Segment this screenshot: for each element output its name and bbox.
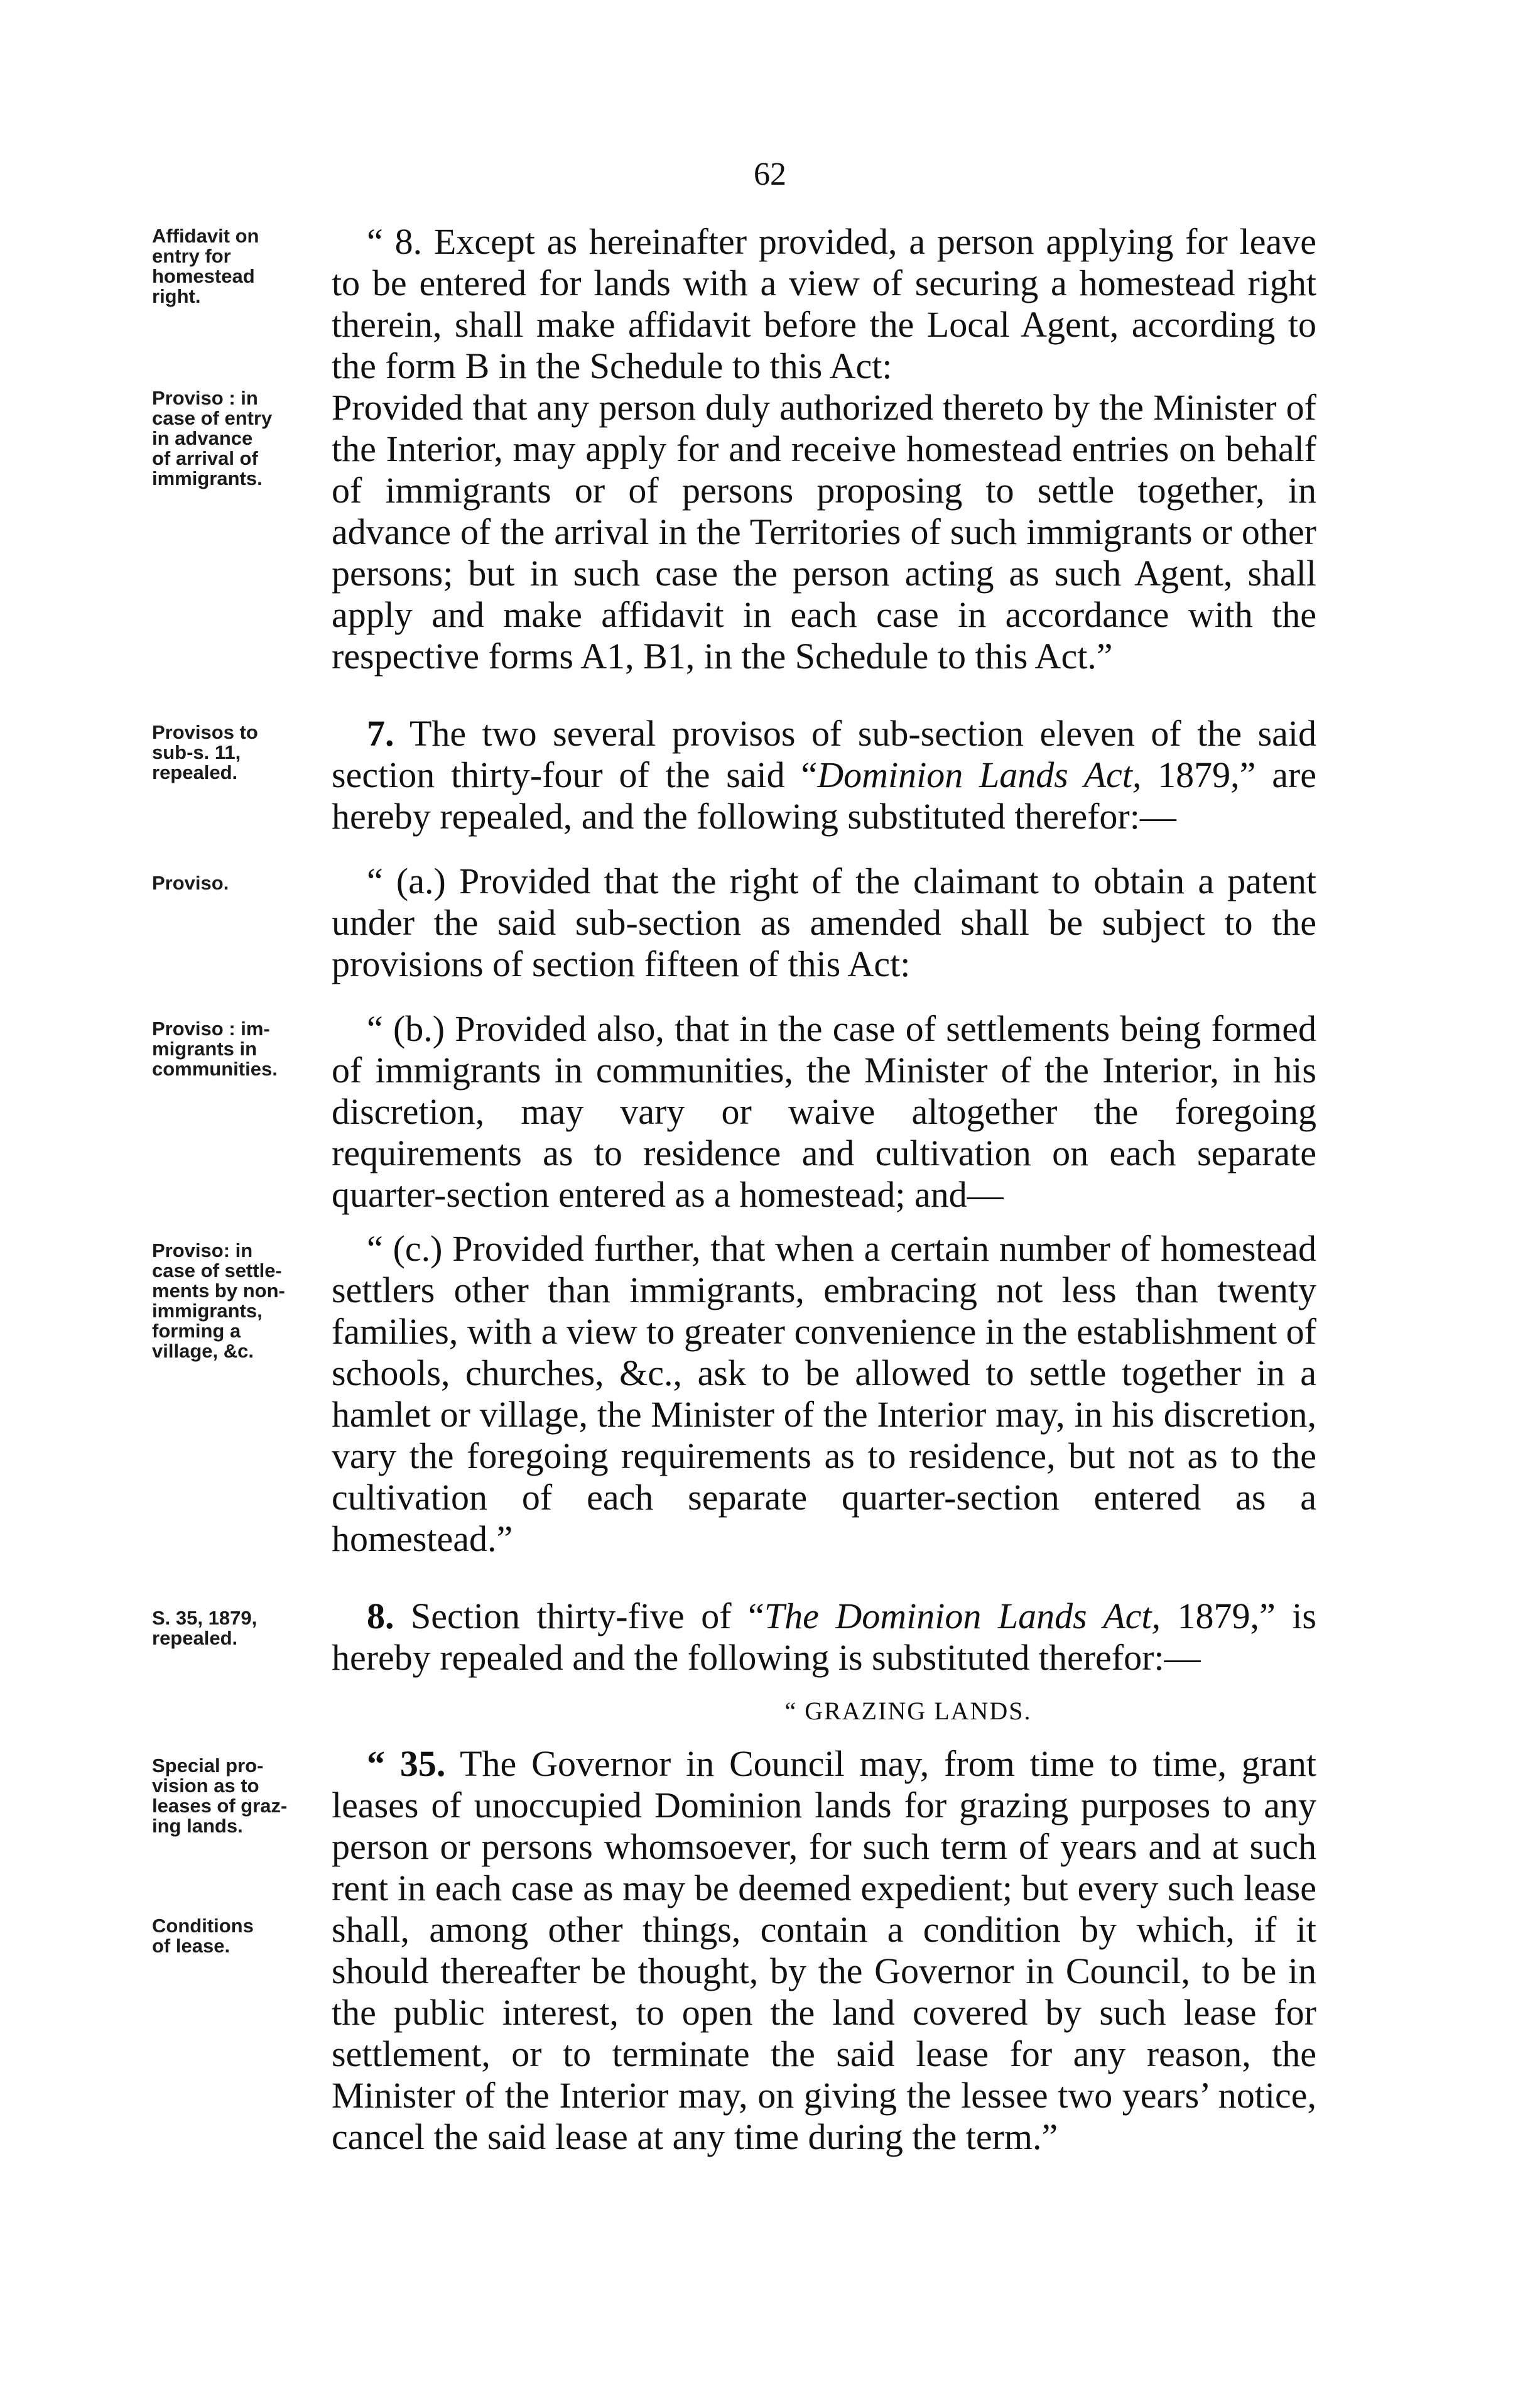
margin-note-proviso-settlements: Proviso: in case of settle- ments by non- immigrants, forming a village, &c. — [152, 1239, 285, 1362]
margin-note-conditions: Conditions of lease. — [152, 1915, 254, 1957]
paragraph-proviso-c: “ (c.) Provided further, that when a certain number of homestead settlers other than immigrants, embracing not less than twenty families, with a view to greater convenience in the establishment of schools, churches, &c., ask to be allowed to settle together in a hamlet or village, the Minister of the Interior may, in his discretion, vary the foregoing requirements as to residence, but not as to the cultivation of each separate quarter-section entered as a homestead.” — [332, 1228, 1316, 1559]
margin-note-proviso: Proviso. — [152, 872, 229, 894]
margin-note-s35-repealed: S. 35, 1879, repealed. — [152, 1607, 258, 1649]
margin-note-grazing-leases: Special pro- vision as to leases of graz- ing lands. — [152, 1755, 288, 1837]
margin-note-provisos-repealed: Provisos to sub-s. 11, repealed. — [152, 721, 258, 783]
paragraph-section-7: 7. The two several provisos of sub-section eleven of the said section thirty-four of the said “Dominion Lands Act, 1879,” are hereby repealed, and the following substituted therefor:— — [332, 713, 1316, 837]
heading-grazing-lands: “ GRAZING LANDS. — [784, 1697, 1032, 1725]
paragraph-proviso-b: “ (b.) Provided also, that in the case of settlements being formed of immigrants in communities, the Minister of the Interior, in his discretion, may vary or waive altogether the foregoing requirements as to residence and cultivation on each separate quarter-section entered as a homestead; and— — [332, 1008, 1316, 1215]
paragraph-section-8-repeal: 8. Section thirty-five of “The Dominion Lands Act, 1879,” is hereby repealed and the following is substituted therefor:— — [332, 1596, 1316, 1678]
paragraph-proviso-a: “ (a.) Provided that the right of the claimant to obtain a patent under the said sub-section as amended shall be subject to the provisions of section fifteen of this Act: — [332, 861, 1316, 984]
page-number: 62 — [754, 156, 786, 192]
margin-note-proviso-entry: Proviso : in case of entry in advance of arrival of immigrants. — [152, 387, 273, 489]
paragraph-section-35: “ 35. The Governor in Council may, from time to time, grant leases of unoccupied Dominion lands for grazing purposes to any person or persons whomsoever, for such term of years and at such rent in each case as may be deemed expedient; but every such lease shall, among other things, contain a condition by which, if it should thereafter be thought, by the Governor in Council, to be in the public interest, to open the land covered by such lease for settlement, or to terminate the said lease for any reason, the Minister of the Interior may, on giving the lessee two years’ notice, cancel the said lease at any time during the term.” — [332, 1743, 1317, 2157]
margin-note-proviso-immigrants: Proviso : im- migrants in communities. — [152, 1018, 278, 1080]
margin-note-affidavit: Affidavit on entry for homestead right. — [152, 225, 259, 307]
paragraph-section-8: “ 8. Except as hereinafter provided, a person applying for leave to be entered for lands with a view of securing a homestead right therein, shall make affidavit before the Local Agent, according to the form B in the Schedule to this Act: Provided that any person duly authorized thereto by the Minister of the Interior, may apply for and receive homestead entries on behalf of immigrants or of persons proposing to settle together, in advance of the arrival in the Territories of such immigrants or other persons; but in such case the person acting as such Agent, shall apply and make affidavit in each case in accordance with the respective forms A1, B1, in the Schedule to this Act.” — [332, 221, 1316, 677]
